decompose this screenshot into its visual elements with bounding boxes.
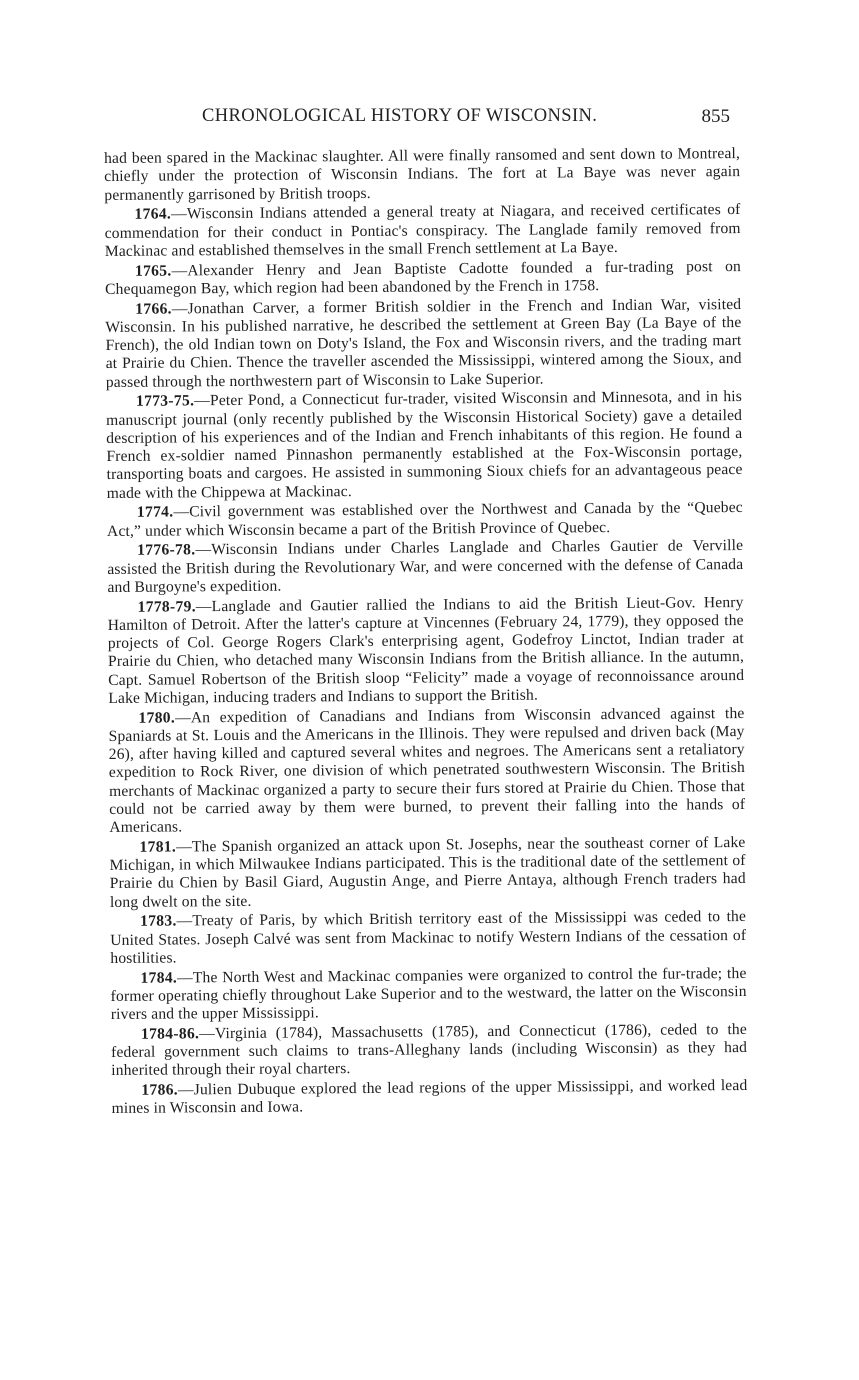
entry-text: —Peter Pond, a Connecticut fur-trader, visited Wisconsin and Minnesota, and in his manuscript journal (only recently published by the Wisconsin Historical Society) gave a detailed description of his experiences and of the Indian and French inhabitants of this region. He found a French ex-soldier named Pinnashon permanently established at the Fox-Wisconsin portage, transporting boats and cargoes. He assisted in summoning Sioux chiefs for an advantageous peace made with the Chippewa at Mackinac. (106, 388, 743, 502)
entry-text: —Virginia (1784), Massachusetts (1785), and Connecticut (1786), ceded to the federal government such claims to trans-Alleghany lands (including Wisconsin) as they had inherited through their royal charters. (111, 1020, 748, 1080)
entry-1786 (111, 1077, 747, 1118)
entry-text: —Langlade and Gautier rallied the Indians to aid the British Lieut-Gov. Henry Hamilton of Detroit. After the latter's capture at Vincennes (February 24, 1779), they opposed the projects of Col. George Rogers Clark's enterprising agent, Godefroy Linctot, Indian trader at Prairie du Chien, who detached many Wisconsin Indians from the British alliance. In the autumn, Capt. Samuel Robertson of the British sloop “Felicity” made a voyage of reconnoissance around Lake Michigan, inducing traders and Indians to support the British. (107, 593, 745, 707)
entry-date: 1766. (135, 299, 172, 318)
entry-date: 1784-86. (140, 1025, 200, 1043)
running-head (104, 106, 734, 132)
entry-1780 (108, 704, 745, 837)
entry-1773-75 (106, 388, 743, 502)
entry-date: 1781. (139, 838, 177, 856)
entry-1778-79 (108, 593, 745, 707)
entry-text: —Treaty of Paris, by which British territory east of the Mississippi was ceded to the United States. Joseph Calvé was sent from Mackinac to notify Western Indians of the cessation of hostilities. (110, 908, 747, 967)
continuation-paragraph: had been spared in the Mackinac slaughter. All were finally ransomed and sent down to Montreal, chiefly under the protection of Wisconsin Indians. The fort at La Baye was never again permanently garrisoned by British troops. (104, 145, 741, 204)
entry-1776-78 (107, 537, 743, 597)
running-title: CHRONOLOGICAL HISTORY OF WISCONSIN. (202, 106, 598, 126)
entry-date: 1774. (136, 503, 174, 522)
entry-1765 (105, 258, 741, 299)
entry-date: 1778-79. (137, 597, 196, 616)
entry-1784-86 (111, 1021, 747, 1081)
entry-text: —Alexander Henry and Jean Baptiste Cadotte founded a fur-trading post on Chequamegon Bay, which region had been abandoned by the French in 1758. (105, 257, 741, 298)
entry-1766 (105, 296, 742, 392)
entry-1783 (110, 908, 746, 968)
entry-date: 1773-75. (135, 392, 195, 411)
entry-text: —Wisconsin Indians attended a general treaty at Niagara, and received certificates of commendation for their conduct in Pontiac's conspiracy. The Langlade family removed from Mackinac and established themselves in the small French settlement at La Baye. (104, 201, 741, 260)
entry-text: —The North West and Mackinac companies were organized to control the fur-trade; the former operating chiefly throughout Lake Superior and to the westward, the latter on the Wisconsin rivers and the upper Mississippi. (110, 964, 747, 1023)
entry-date: 1764. (134, 205, 172, 224)
entry-text: —An expedition of Canadians and Indians from Wisconsin advanced against the Spaniards at St. Louis and the Americans in the Illinois. They were repulsed and driven back (May 26), after having killed and captured several whites and negroes. The Americans sent a retaliatory expedition to Rock River, one division of which penetrated southwestern Wisconsin. The British merchants of Mackinac organized a party to secure their furs stored at Prairie du Chien. Those that could not be carried away by them were burned, to prevent their falling into the hands of Americans. (108, 704, 746, 836)
entry-date: 1783. (139, 912, 177, 930)
entry-date: 1776-78. (137, 541, 196, 560)
entry-1784 (110, 964, 746, 1024)
entry-date: 1786. (141, 1081, 179, 1099)
body-text (104, 145, 748, 1118)
entry-1764 (104, 201, 740, 261)
entry-1774 (107, 499, 743, 540)
entry-date: 1784. (140, 968, 178, 987)
entry-text: —Wisconsin Indians under Charles Langlade and Charles Gautier de Verville assisted the British during the Revolutionary War, and were concerned with the defense of Canada and Burgoyne's expedition. (107, 537, 744, 596)
entry-text: —Julien Dubuque explored the lead regions of the upper Mississippi, and worked lead mines in Wisconsin and Iowa. (111, 1076, 748, 1118)
entry-date: 1765. (134, 261, 172, 280)
entry-1781 (109, 834, 746, 912)
entry-text: —The Spanish organized an attack upon St. Josephs, near the southeast corner of Lake Michigan, in which Milwaukee Indians participated. This is the traditional date of the settlement of Prairie du Chien by Basil Giard, Augustin Ange, and Pierre Antaya, although French traders had long dwelt on the site. (109, 833, 746, 911)
entry-date: 1780. (138, 708, 176, 727)
page-number: 855 (701, 106, 730, 127)
entry-text: —Civil government was established over the Northwest and Canada by the “Quebec Act,” under which Wisconsin became a part of the British Province of Quebec. (106, 499, 743, 540)
entry-text: —Jonathan Carver, a former British soldier in the French and Indian War, visited Wisconsin. In his published narrative, he described the settlement at Green Bay (La Baye of the French), the old Indian town on Doty's Island, the Fox and Wisconsin rivers, and the trading mart at Prairie du Chien. Thence the traveller ascended the Mississippi, wintered among the Sioux, and passed through the northwestern part of Wisconsin to Lake Superior. (105, 295, 742, 391)
